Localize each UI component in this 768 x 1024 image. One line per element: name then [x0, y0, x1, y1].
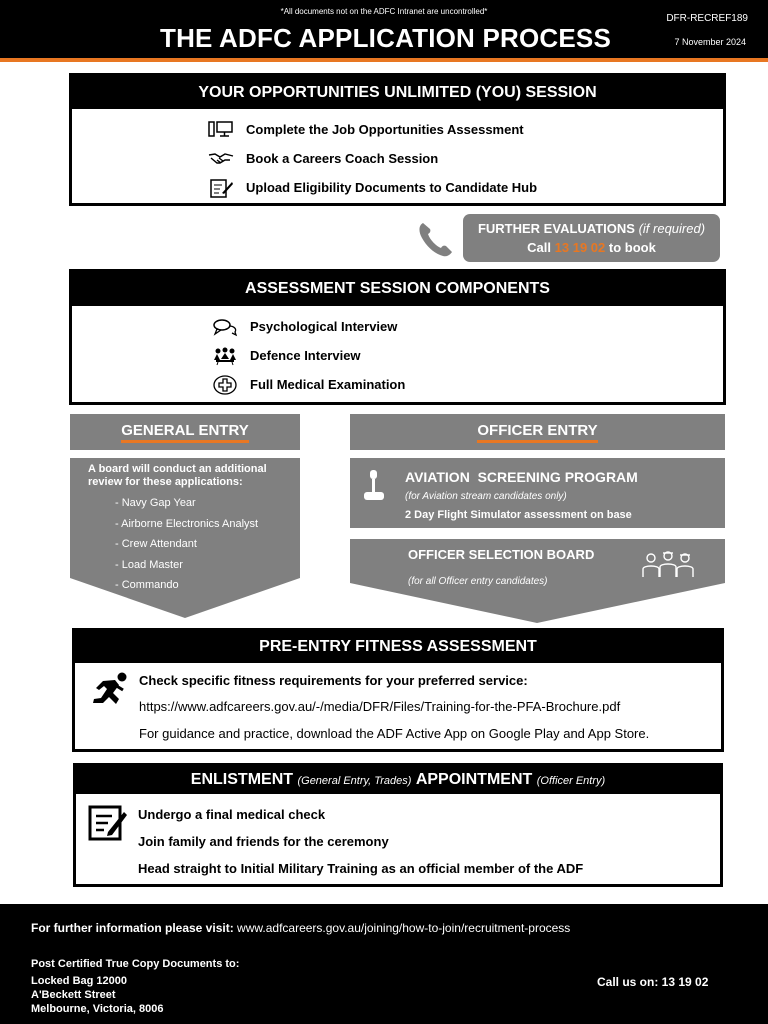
enlistment-note-b: (Officer Entry) [536, 775, 606, 787]
assessment-item-label: Full Medical Examination [250, 377, 406, 392]
enlistment-item: Head straight to Initial Military Training as an official member of the ADF [138, 861, 584, 876]
computer-icon [208, 120, 234, 140]
enlistment-title [76, 766, 720, 794]
assessment-item [212, 341, 723, 370]
footer-post-title: Post Certified True Copy Documents to: [31, 958, 240, 970]
you-item-label: Complete the Job Opportunities Assessment [246, 122, 524, 137]
general-entry-list [115, 493, 258, 596]
further-evaluations-box [463, 214, 720, 262]
you-item [208, 115, 723, 144]
page-title: THE ADFC APPLICATION PROCESS [160, 23, 611, 53]
you-item-label: Upload Eligibility Documents to Candidate Hub [246, 180, 538, 195]
header-accent-strip [0, 58, 768, 62]
document-date: 7 November 2024 [674, 37, 746, 47]
call-suffix: to book [608, 240, 656, 255]
aviation-program-box [350, 458, 725, 528]
general-entry-header [70, 414, 300, 450]
handshake-icon [208, 149, 234, 169]
board-note: (for all Officer entry candidates) [408, 576, 548, 587]
aviation-detail: 2 Day Flight Simulator assessment on base [405, 509, 632, 521]
assessment-title: ASSESSMENT SESSION COMPONENTS [72, 272, 723, 306]
meeting-icon [212, 346, 238, 366]
further-title: FURTHER EVALUATIONS [477, 221, 635, 236]
document-ref: DFR-RECREF189 [666, 13, 748, 24]
footer-call: Call us on: 13 19 02 [597, 975, 709, 989]
list-item: - Commando [115, 579, 179, 591]
call-prefix: Call [527, 240, 552, 255]
enlistment-note-a: (General Entry, Trades) [297, 775, 412, 787]
fitness-panel [72, 628, 724, 752]
you-item [208, 173, 723, 202]
address-line: A'Beckett Street [31, 989, 116, 1001]
enlistment-item: Undergo a final medical check [138, 807, 326, 822]
footer-address [31, 974, 163, 1016]
you-item [208, 144, 723, 173]
disclaimer: *All documents not on the ADFC Intranet are uncontrolled* [280, 7, 488, 16]
phone-number[interactable]: 13 19 02 [554, 240, 606, 255]
further-qualifier: (if required) [638, 221, 706, 236]
assessment-item-label: Psychological Interview [250, 319, 398, 334]
enlistment-item: Join family and friends for the ceremony [138, 834, 389, 849]
list-item: - Navy Gap Year [115, 497, 196, 509]
speech-bubbles-icon [212, 317, 238, 337]
footer [0, 904, 768, 1024]
assessment-item [212, 370, 723, 399]
footer-info-url[interactable]: www.adfcareers.gov.au/joining/how-to-join/recruitment-process [237, 921, 571, 935]
enlistment-panel [73, 763, 723, 887]
address-line: Melbourne, Victoria, 8006 [31, 1003, 164, 1015]
officer-entry-header [350, 414, 725, 450]
footer-info [31, 921, 570, 935]
aviation-note: (for Aviation stream candidates only) [405, 491, 567, 502]
phone-icon [415, 219, 455, 259]
assessment-item-label: Defence Interview [250, 348, 361, 363]
list-item: - Airborne Electronics Analyst [115, 517, 259, 530]
list-item: - Load Master [115, 558, 183, 571]
runner-icon [85, 671, 131, 714]
enlistment-title-b: APPOINTMENT [415, 771, 533, 788]
joystick-icon [358, 468, 390, 509]
officers-group-icon [640, 550, 696, 583]
address-line: Locked Bag 12000 [31, 975, 127, 987]
you-session-title: YOUR OPPORTUNITIES UNLIMITED (YOU) SESSION [72, 76, 723, 109]
fitness-line3: For guidance and practice, download the ADF Active App on Google Play and App Store. [139, 726, 650, 741]
fitness-link[interactable]: https://www.adfcareers.gov.au/-/media/DFR/Files/Training-for-the-PFA-Brochure.pdf [139, 699, 621, 714]
footer-info-label: For further information please visit: [31, 921, 234, 935]
clipboard-sign-icon [88, 804, 128, 847]
you-item-label: Book a Careers Coach Session [246, 151, 439, 166]
general-entry-title: GENERAL ENTRY [121, 422, 249, 443]
list-item: - Crew Attendant [115, 538, 197, 550]
assessment-panel [69, 269, 726, 405]
aviation-title: AVIATION SCREENING PROGRAM [405, 469, 638, 485]
board-title: OFFICER SELECTION BOARD [408, 547, 595, 562]
officer-entry-title: OFFICER ENTRY [477, 422, 597, 443]
medical-cross-icon [212, 375, 238, 395]
document-edit-icon [208, 178, 234, 198]
general-entry-intro: A board will conduct an additional review for these applications: [88, 463, 267, 488]
fitness-line1: Check specific fitness requirements for your preferred service: [139, 673, 528, 688]
assessment-item [212, 312, 723, 341]
enlistment-title-a: ENLISTMENT [190, 771, 294, 788]
you-session-panel [69, 73, 726, 206]
fitness-title: PRE-ENTRY FITNESS ASSESSMENT [75, 631, 721, 663]
